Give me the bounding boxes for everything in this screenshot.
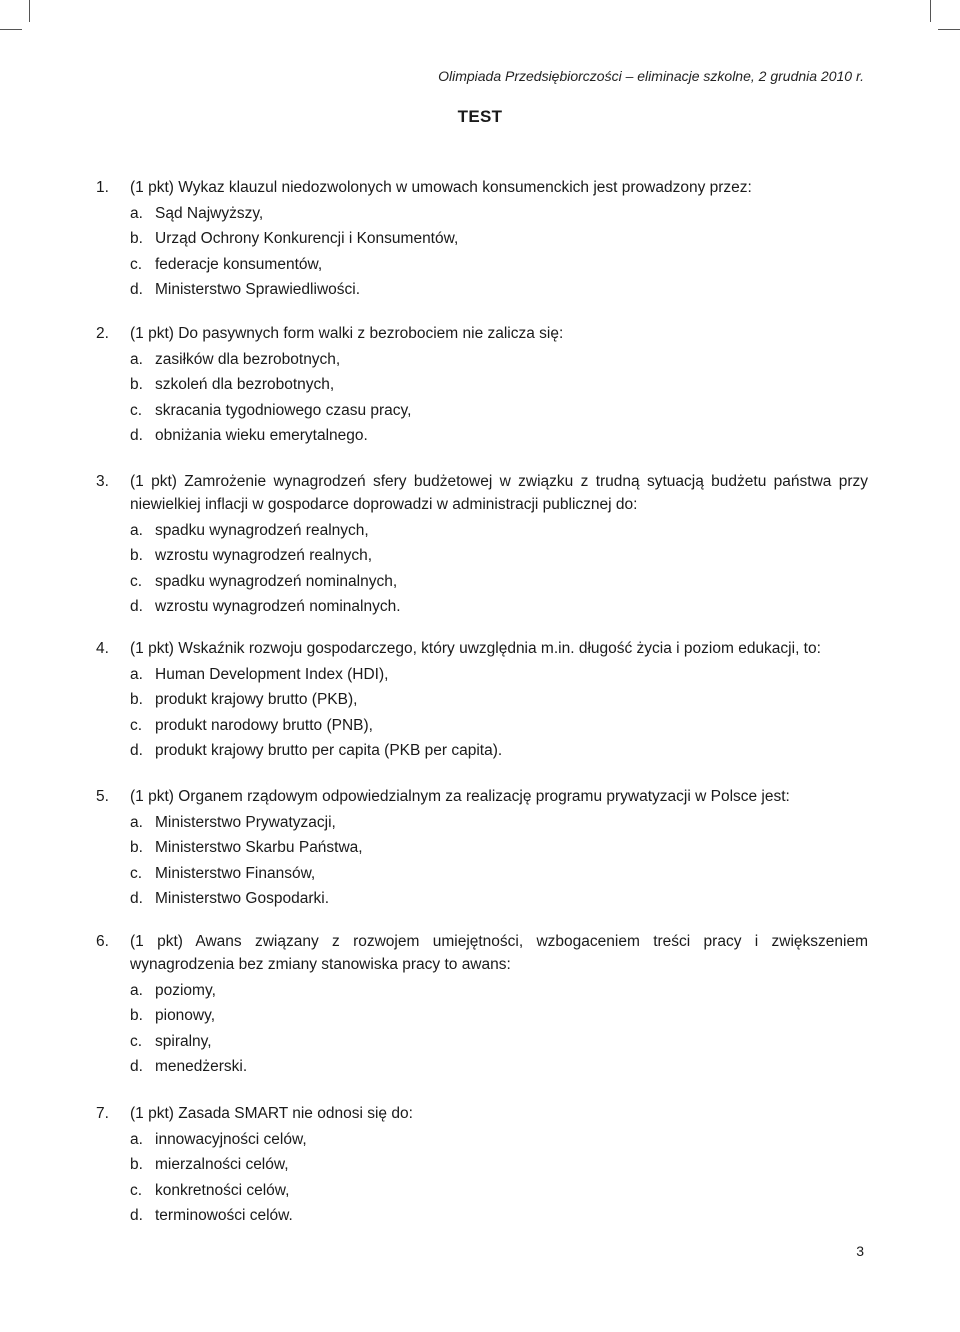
answer-option[interactable]	[96, 227, 868, 250]
option-text: Ministerstwo Gospodarki.	[155, 890, 330, 908]
answer-option[interactable]	[96, 424, 868, 447]
question-2	[96, 322, 868, 447]
option-text: produkt krajowy brutto per capita (PKB per capita).	[155, 742, 503, 760]
option-text: produkt krajowy brutto (PKB),	[155, 691, 358, 709]
question-text: (1 pkt) Organem rządowym odpowiedzialnym za realizację programu prywatyzacji w Polsce jest:	[130, 788, 790, 805]
crop-mark	[29, 0, 30, 22]
page-title: TEST	[457, 107, 503, 126]
option-letter: b.	[130, 1156, 143, 1174]
option-letter: d.	[130, 598, 143, 616]
option-text: Ministerstwo Skarbu Państwa,	[155, 839, 363, 857]
answer-option[interactable]	[96, 688, 868, 711]
option-letter: c.	[130, 716, 143, 734]
question-6	[96, 930, 868, 1078]
answer-option[interactable]	[96, 1030, 868, 1053]
crop-mark	[930, 0, 931, 22]
option-text: pionowy,	[155, 1007, 216, 1025]
option-letter: b.	[130, 839, 143, 857]
option-letter: d.	[130, 742, 143, 760]
answer-option[interactable]	[96, 1055, 868, 1078]
answer-option[interactable]	[96, 811, 868, 834]
answer-option[interactable]	[96, 836, 868, 859]
page-number: 3	[856, 1243, 864, 1259]
option-letter: d.	[130, 1207, 143, 1225]
answer-option[interactable]	[96, 595, 868, 618]
option-text: obniżania wieku emerytalnego.	[155, 427, 368, 445]
option-letter: b.	[130, 691, 143, 709]
option-text: poziomy,	[155, 981, 216, 999]
option-text: menedżerski.	[155, 1058, 248, 1076]
answer-option[interactable]	[96, 1004, 868, 1027]
option-text: skracania tygodniowego czasu pracy,	[155, 401, 412, 419]
question-text: (1 pkt) Zasada SMART nie odnosi się do:	[130, 1105, 413, 1122]
option-letter: a.	[130, 981, 143, 999]
option-letter: c.	[130, 1181, 143, 1199]
option-letter: c.	[130, 864, 143, 882]
option-letter: d.	[130, 890, 143, 908]
option-text: konkretności celów,	[155, 1181, 290, 1199]
option-text: Ministerstwo Sprawiedliwości.	[155, 281, 361, 299]
option-letter: c.	[130, 1032, 143, 1050]
option-letter: a.	[130, 813, 143, 831]
question-text: (1 pkt) Do pasywnych form walki z bezrobociem nie zalicza się:	[130, 325, 564, 342]
question-3	[96, 470, 868, 618]
option-letter: b.	[130, 230, 143, 248]
option-letter: c.	[130, 572, 143, 590]
option-text: Ministerstwo Prywatyzacji,	[155, 813, 336, 831]
option-letter: d.	[130, 1058, 143, 1076]
question-number: 4.	[96, 640, 109, 657]
question-5	[96, 785, 868, 910]
answer-option[interactable]	[96, 663, 868, 686]
option-letter: b.	[130, 1007, 143, 1025]
answer-option[interactable]	[96, 1153, 868, 1176]
option-letter: c.	[130, 401, 143, 419]
option-text: wzrostu wynagrodzeń nominalnych.	[155, 598, 401, 616]
answer-option[interactable]	[96, 1204, 868, 1227]
option-text: spadku wynagrodzeń nominalnych,	[155, 572, 398, 590]
question-text: (1 pkt) Zamrożenie wynagrodzeń sfery budżetowej w związku z trudną sytuacją budżetu państwa przy niewielkiej inflacji w gospodarce doprowadzi w administracji publicznej do:	[130, 473, 868, 513]
option-letter: a.	[130, 665, 143, 683]
option-text: federacje konsumentów,	[155, 255, 323, 273]
option-letter: a.	[130, 1130, 143, 1148]
question-4	[96, 637, 868, 762]
option-text: spadku wynagrodzeń realnych,	[155, 521, 369, 539]
answer-option[interactable]	[96, 862, 868, 885]
question-number: 1.	[96, 179, 109, 196]
option-letter: d.	[130, 281, 143, 299]
answer-option[interactable]	[96, 544, 868, 567]
answer-option[interactable]	[96, 979, 868, 1002]
question-number: 6.	[96, 933, 109, 950]
question-text: (1 pkt) Wykaz klauzul niedozwolonych w umowach konsumenckich jest prowadzony przez:	[130, 179, 752, 196]
option-text: Human Development Index (HDI),	[155, 665, 389, 683]
answer-option[interactable]	[96, 202, 868, 225]
answer-option[interactable]	[96, 1128, 868, 1151]
answer-option[interactable]	[96, 348, 868, 371]
answer-option[interactable]	[96, 1179, 868, 1202]
question-number: 7.	[96, 1105, 109, 1122]
option-text: Ministerstwo Finansów,	[155, 864, 316, 882]
option-text: zasiłków dla bezrobotnych,	[155, 350, 341, 368]
question-text: (1 pkt) Awans związany z rozwojem umiejętności, wzbogaceniem treści pracy i zwiększeniem wynagrodzenia bez zmiany stanowiska pracy to awans:	[130, 933, 868, 973]
option-text: Urząd Ochrony Konkurencji i Konsumentów,	[155, 230, 459, 248]
option-letter: c.	[130, 255, 143, 273]
option-letter: b.	[130, 547, 143, 565]
option-text: spiralny,	[155, 1032, 212, 1050]
answer-option[interactable]	[96, 253, 868, 276]
option-letter: b.	[130, 376, 143, 394]
answer-option[interactable]	[96, 278, 868, 301]
question-text: (1 pkt) Wskaźnik rozwoju gospodarczego, który uwzględnia m.in. długość życia i poziom edukacji, to:	[130, 640, 821, 657]
answer-option[interactable]	[96, 399, 868, 422]
option-text: produkt narodowy brutto (PNB),	[155, 716, 373, 734]
question-number: 3.	[96, 473, 109, 490]
option-letter: a.	[130, 521, 143, 539]
option-text: innowacyjności celów,	[155, 1130, 307, 1148]
option-text: szkoleń dla bezrobotnych,	[155, 376, 335, 394]
answer-option[interactable]	[96, 739, 868, 762]
option-letter: a.	[130, 204, 143, 222]
crop-mark	[0, 29, 22, 30]
answer-option[interactable]	[96, 714, 868, 737]
question-1	[96, 176, 868, 301]
answer-option[interactable]	[96, 887, 868, 910]
option-text: terminowości celów.	[155, 1207, 293, 1225]
question-number: 5.	[96, 788, 109, 805]
question-number: 2.	[96, 325, 109, 342]
option-text: Sąd Najwyższy,	[155, 204, 264, 222]
answer-option[interactable]	[96, 570, 868, 593]
answer-option[interactable]	[96, 373, 868, 396]
option-letter: a.	[130, 350, 143, 368]
crop-mark	[938, 29, 960, 30]
option-text: wzrostu wynagrodzeń realnych,	[155, 547, 373, 565]
question-7	[96, 1102, 868, 1227]
header-note: Olimpiada Przedsiębiorczości – eliminacje szkolne, 2 grudnia 2010 r.	[438, 68, 864, 84]
answer-option[interactable]	[96, 519, 868, 542]
option-letter: d.	[130, 427, 143, 445]
option-text: mierzalności celów,	[155, 1156, 289, 1174]
